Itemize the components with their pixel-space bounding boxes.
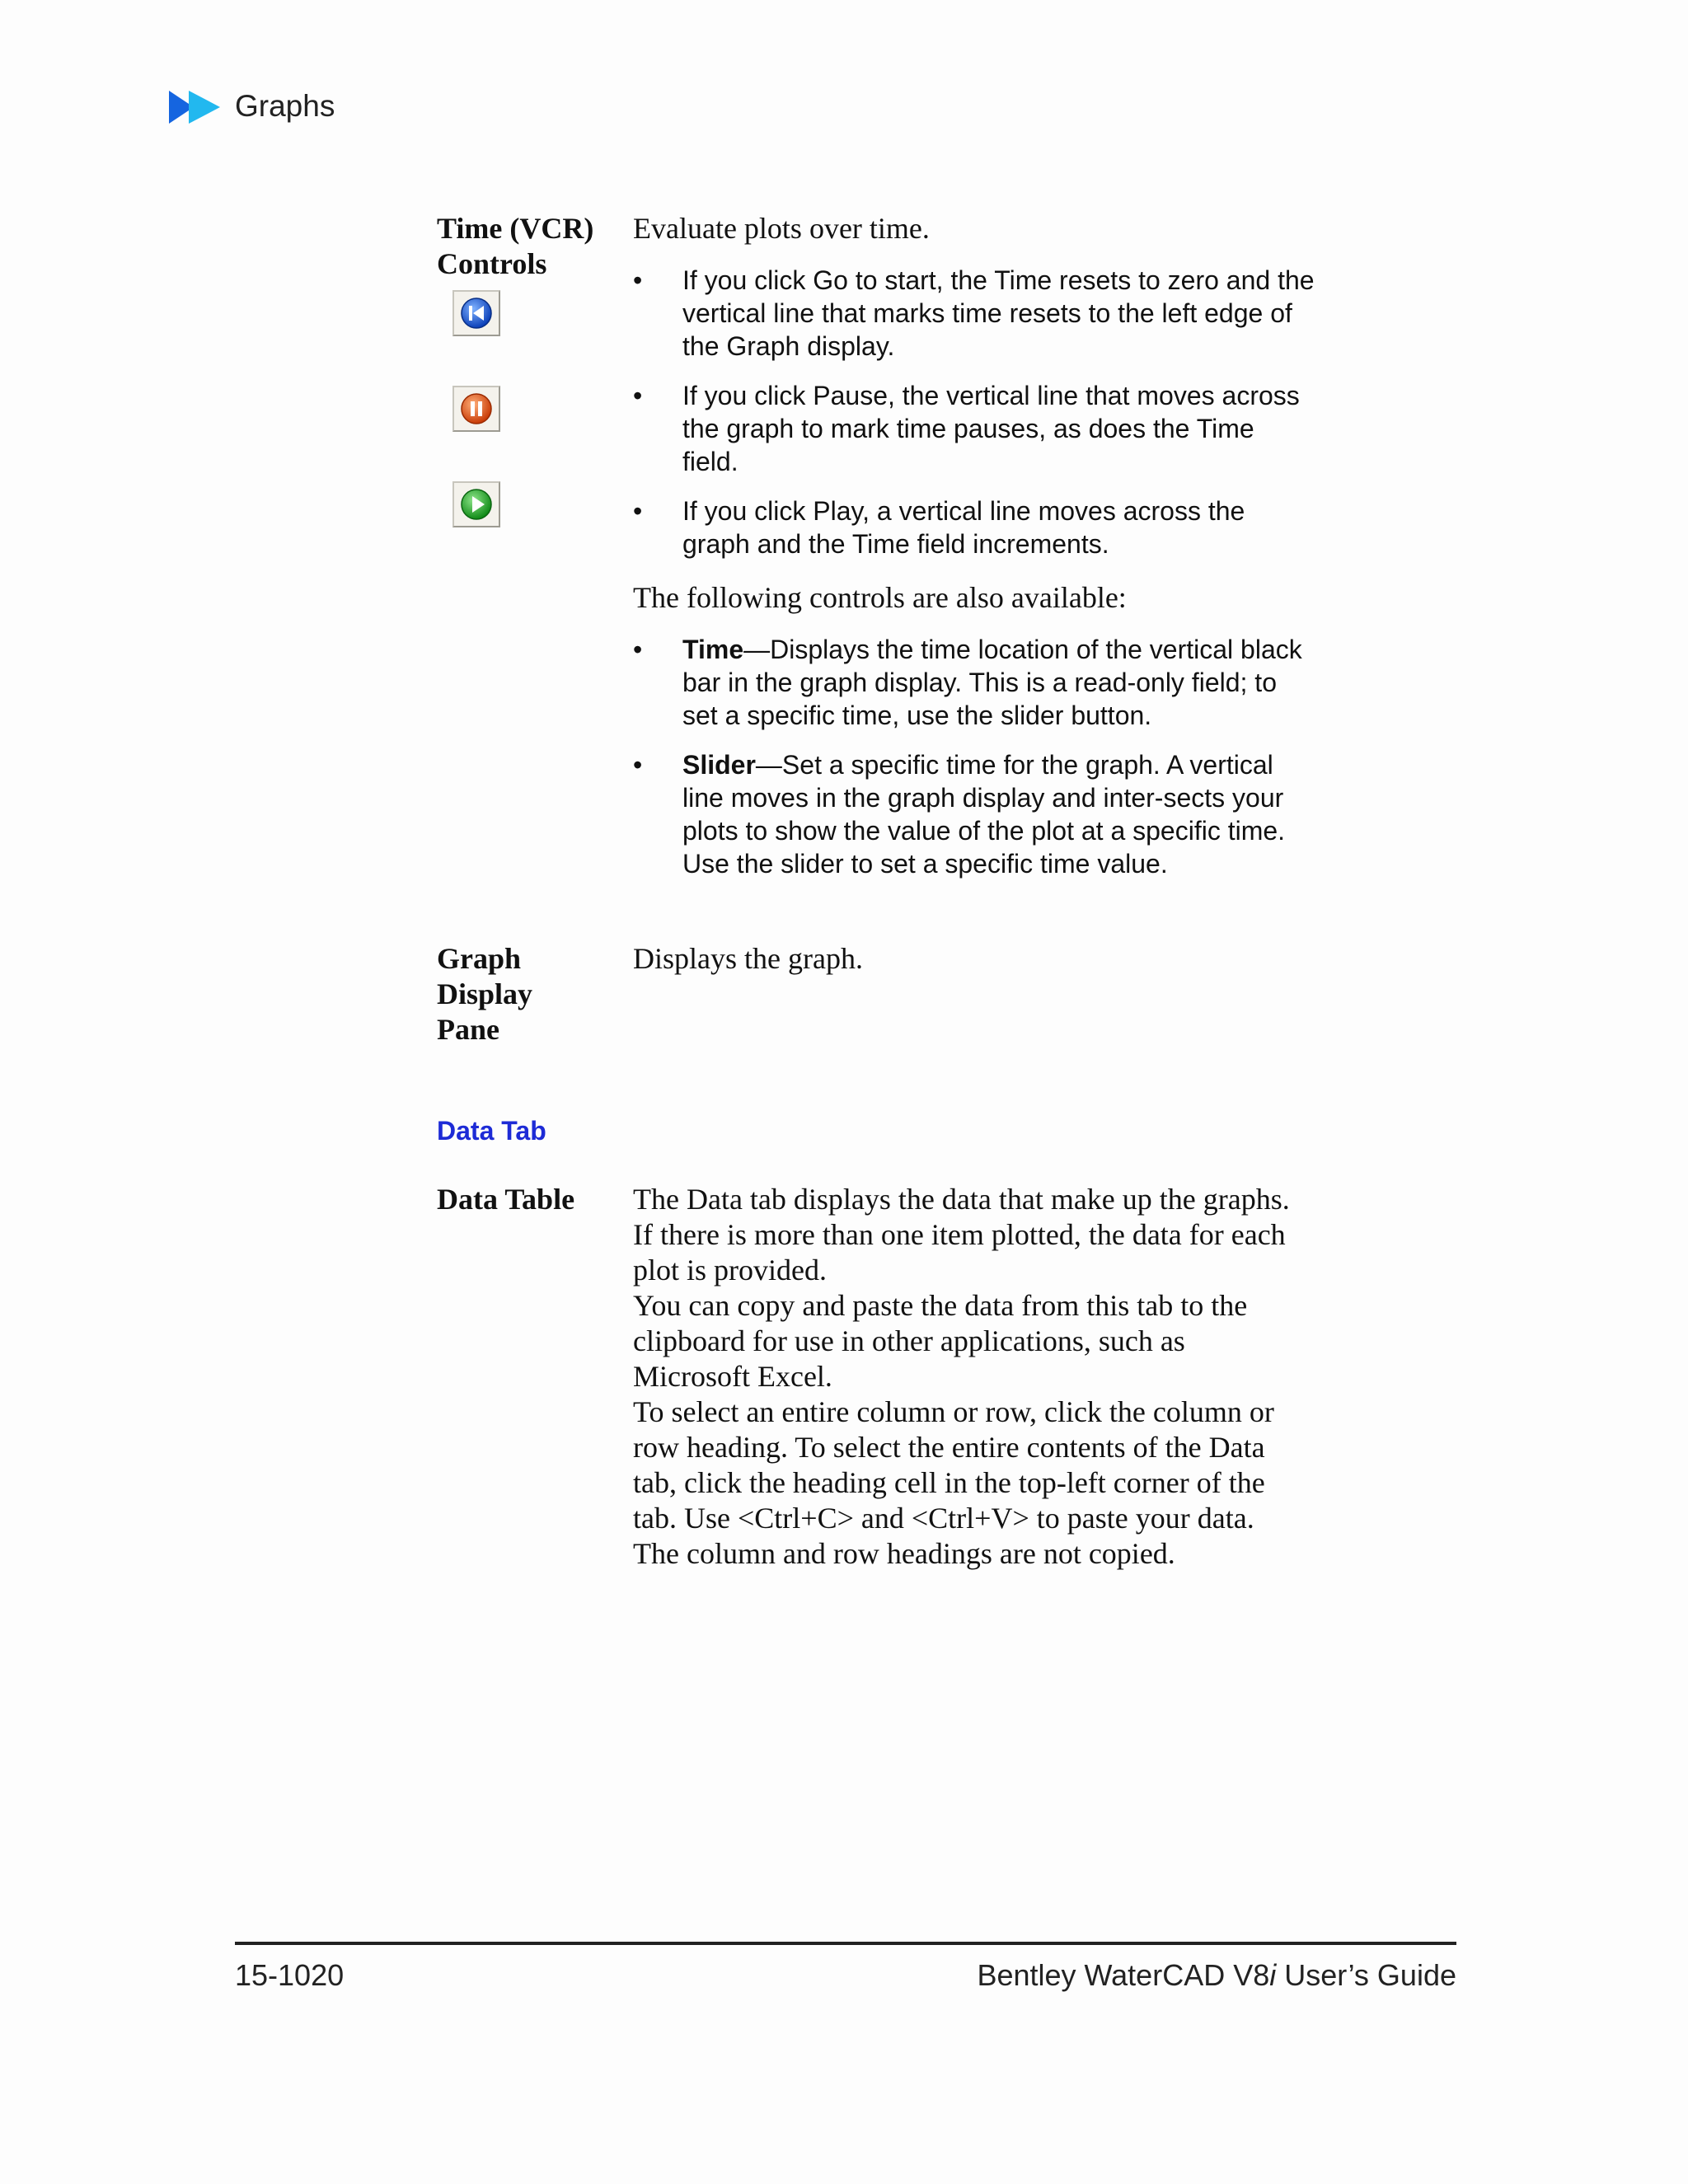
control-name-time: Time [682, 635, 744, 664]
paragraph: You can copy and paste the data from this tab to the clipboard for use in other applications, such as Microsoft Excel. [633, 1289, 1248, 1393]
data-tab-heading: Data Tab [437, 1116, 546, 1146]
term-line: Time (VCR) [437, 212, 594, 245]
term-line: Pane [437, 1013, 499, 1046]
list-item: • Slider—Set a specific time for the graph. A vertical line moves in the graph display and inter-sects your plots to show the value of the plot at a specific time. Use the slider to set a specific time value. [633, 750, 1286, 879]
data-table-description [633, 1182, 1301, 1572]
list-item: • If you click Pause, the vertical line that moves across the graph to mark time pauses, as does the Time field. [633, 381, 1300, 476]
play-icon [460, 488, 493, 521]
go-to-start-button [452, 290, 500, 336]
footer-divider [235, 1942, 1456, 1945]
play-button [452, 481, 500, 527]
bullet-text: If you click Go to start, the Time resets to zero and the vertical line that marks time resets to the left edge of the Graph display. [682, 265, 1315, 361]
term-data-table [437, 1182, 574, 1217]
controls-intro: The following controls are also available: [633, 581, 1127, 614]
control-description: —Set a specific time for the graph. A vertical line moves in the graph display and inter-sects your plots to show the value of the plot at a specific time. Use the slider to set a specific time value. [682, 750, 1286, 879]
term-line: Controls [437, 247, 547, 280]
go-to-start-icon [460, 297, 493, 330]
guide-title-suffix: User’s Guide [1276, 1958, 1456, 1992]
list-item: • Time—Displays the time location of the vertical black bar in the graph display. This is a read-only field; to set a specific time, use the slider button. [633, 635, 1302, 730]
list-item: • If you click Play, a vertical line moves across the graph and the Time field increments. [633, 496, 1245, 559]
guide-title [977, 1958, 1456, 1993]
graph-display-description: Displays the graph. [633, 942, 863, 975]
pause-icon [460, 392, 493, 425]
bullet-text: If you click Pause, the vertical line that moves across the graph to mark time pauses, as does the Time field. [682, 381, 1300, 476]
term-line: Graph [437, 942, 522, 975]
term-line: Data Table [437, 1183, 575, 1216]
vcr-bullet-list [633, 264, 1317, 577]
section-title: Graphs [235, 89, 335, 123]
control-description: —Displays the time location of the vertical black bar in the graph display. This is a read-only field; to set a specific time, use the slider button. [682, 635, 1302, 730]
term-graph-display-pane [437, 941, 532, 1047]
guide-title-italic: i [1269, 1958, 1277, 1992]
pause-button [452, 386, 500, 432]
paragraph: To select an entire column or row, click the column or row heading. To select the entire contents of the Data tab, click the heading cell in the top-left corner of the tab. Use <Ctrl+C> and <Ctrl+V> to paste your data. The column and row headings are not copied. [633, 1395, 1274, 1570]
list-item: • If you click Go to start, the Time resets to zero and the vertical line that marks time resets to the left edge of the Graph display. [633, 265, 1315, 361]
double-chevron-icon [169, 89, 222, 125]
guide-title-prefix: Bentley WaterCAD V8 [977, 1958, 1270, 1992]
controls-bullet-list [633, 633, 1317, 897]
page-number: 15-1020 [235, 1958, 345, 1992]
term-time-vcr-controls [437, 211, 593, 282]
bullet-text: If you click Play, a vertical line moves across the graph and the Time field increments. [682, 496, 1245, 559]
vcr-intro: Evaluate plots over time. [633, 212, 930, 245]
paragraph: The Data tab displays the data that make up the graphs. If there is more than one item plotted, the data for each plot is provided. [633, 1183, 1290, 1286]
term-line: Display [437, 977, 533, 1010]
control-name-slider: Slider [682, 750, 756, 780]
